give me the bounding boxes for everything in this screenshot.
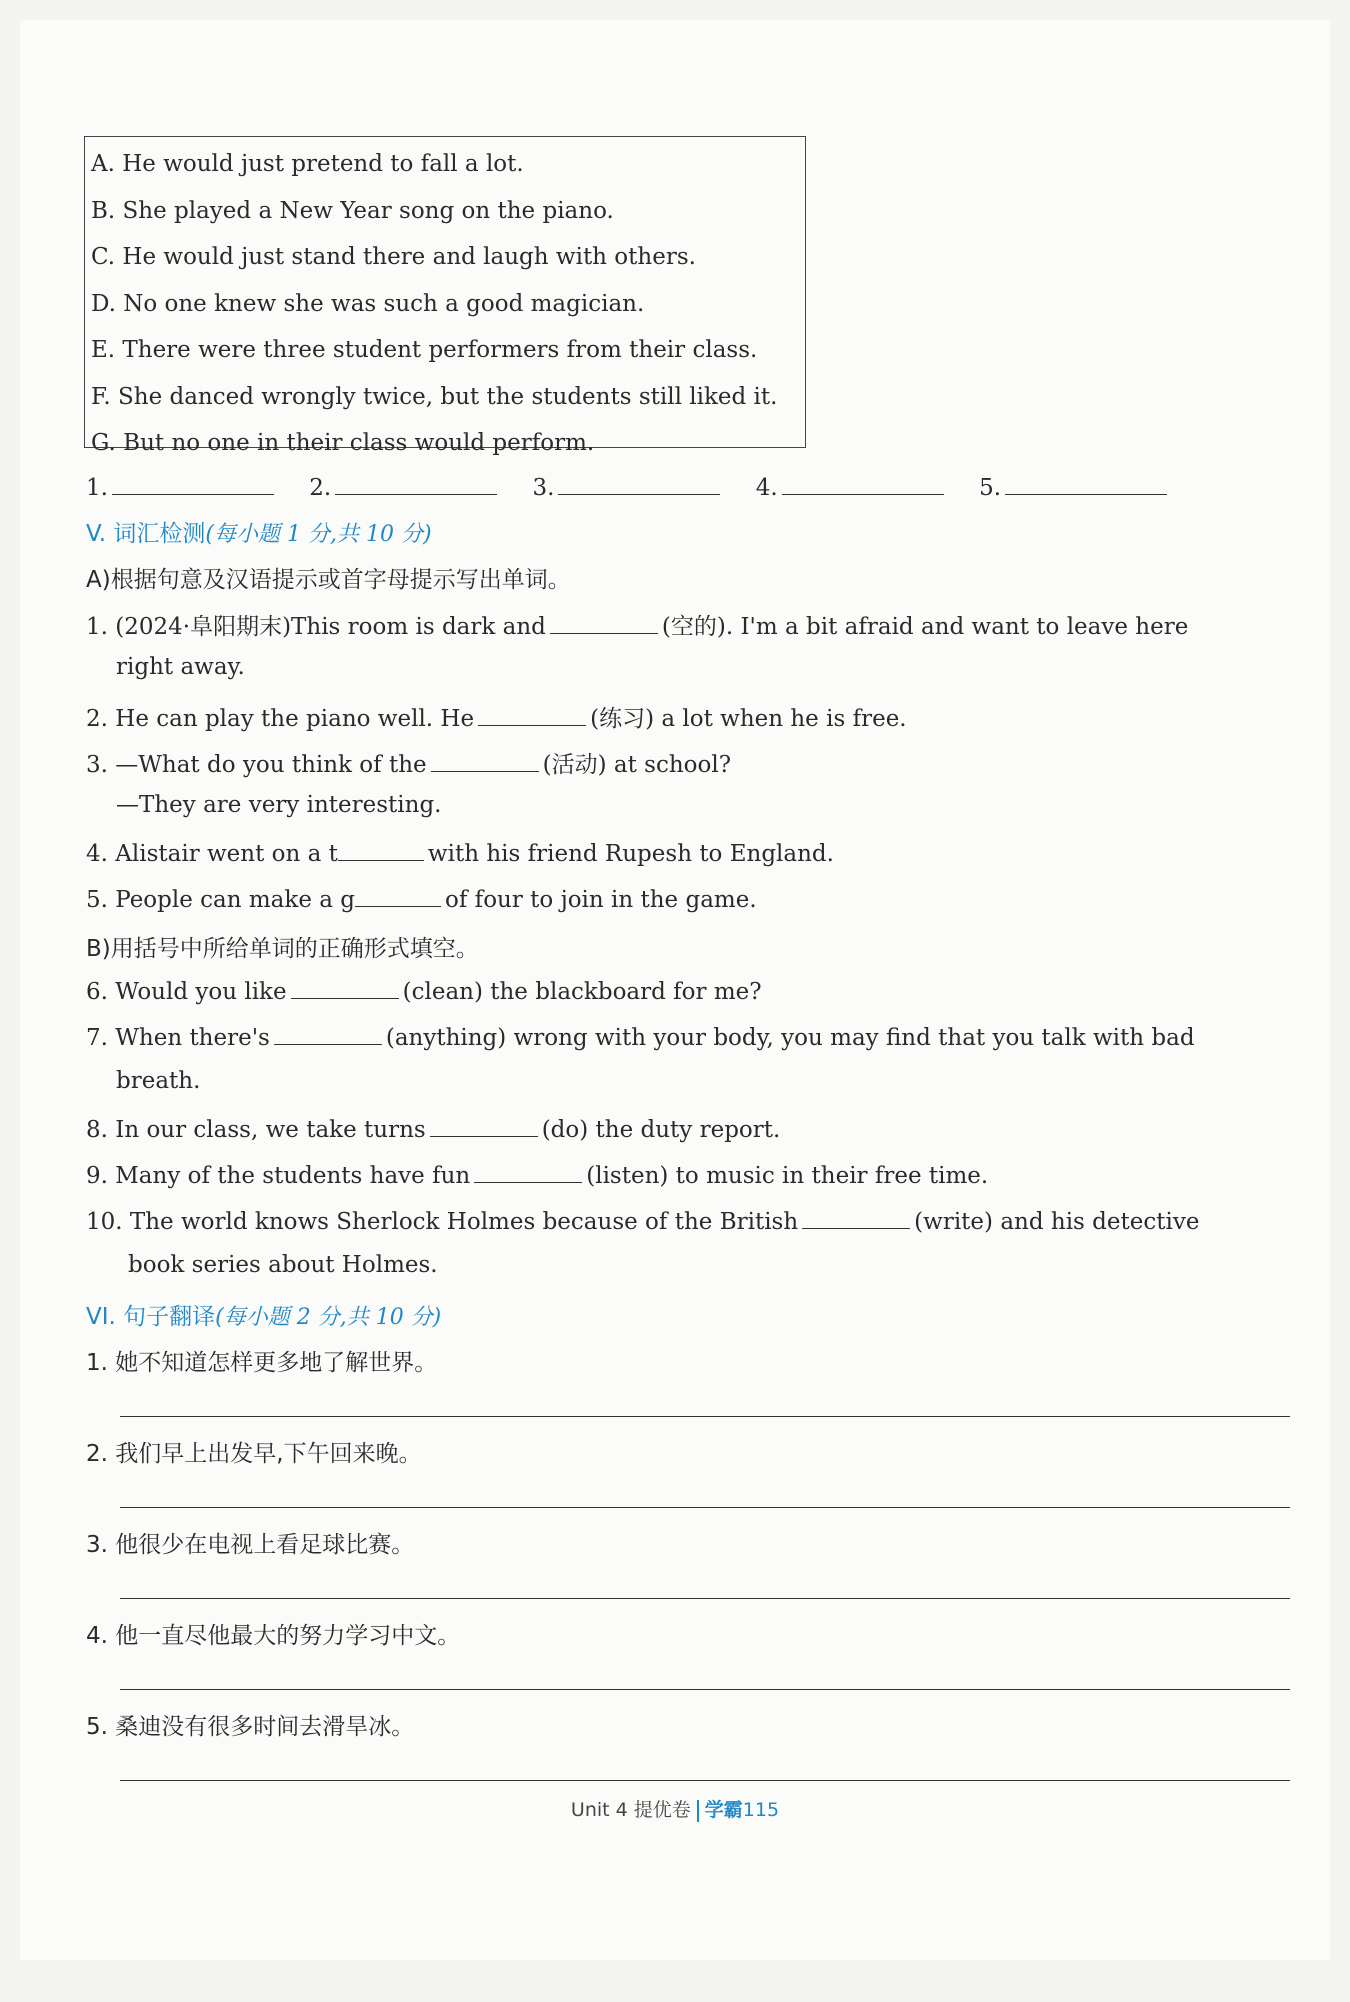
q2-text-a: 2. He can play the piano well. He — [86, 706, 475, 732]
q2-text-b: (练习) a lot when he is free. — [590, 706, 907, 732]
section-6-title: VI. 句子翻译 — [86, 1304, 216, 1330]
q8-text-b: (do) the duty report. — [541, 1117, 781, 1143]
question-2 — [86, 700, 907, 733]
q5-text-a: 5. People can make a g — [86, 887, 356, 913]
question-6 — [86, 976, 762, 1005]
q1-text-a: 1. (2024·阜阳期末)This room is dark and — [86, 614, 546, 640]
q2-blank[interactable] — [478, 703, 586, 726]
options-box — [84, 136, 806, 456]
q4-blank[interactable] — [338, 838, 424, 861]
section-5-title: V. 词汇检测 — [86, 521, 206, 547]
q10-text-a: 10. The world knows Sherlock Holmes because of the British — [86, 1209, 799, 1235]
question-9 — [86, 1160, 988, 1189]
option-g: G. But no one in their class would perform. — [91, 430, 595, 456]
question-3 — [86, 746, 731, 779]
option-b: B. She played a New Year song on the piano. — [91, 197, 614, 224]
q6-text-b: (clean) the blackboard for me? — [402, 979, 762, 1005]
worksheet-page — [20, 20, 1330, 1960]
part-b-instruction: B)用括号中所给单词的正确形式填空。 — [86, 936, 479, 962]
question-7 — [86, 1022, 1195, 1051]
q4-text-b: with his friend Rupesh to England. — [427, 841, 834, 867]
option-d: D. No one knew she was such a good magician. — [91, 290, 645, 317]
answer-row — [86, 472, 1171, 501]
question-10 — [86, 1206, 1199, 1235]
question-4 — [86, 838, 834, 867]
question-8 — [86, 1114, 780, 1143]
answer-blank-3[interactable] — [558, 472, 720, 495]
answer-label-4: 4. — [755, 475, 778, 501]
q5-text-b: of four to join in the game. — [445, 887, 757, 913]
translation-line-2[interactable] — [120, 1507, 1290, 1508]
translation-item-2: 2. 我们早上出发早,下午回来晚。 — [86, 1441, 422, 1467]
translation-item-3: 3. 他很少在电视上看足球比赛。 — [86, 1532, 415, 1558]
q10-text-b: (write) and his detective — [914, 1209, 1200, 1235]
q9-blank[interactable] — [474, 1160, 582, 1183]
answer-label-2: 2. — [309, 475, 332, 501]
q7-blank[interactable] — [274, 1022, 382, 1045]
footer-unit: Unit 4 提优卷 — [570, 1799, 691, 1821]
answer-label-1: 1. — [86, 475, 108, 501]
question-5 — [86, 884, 757, 913]
q7-text-c: breath. — [116, 1068, 201, 1094]
q10-text-c: book series about Holmes. — [128, 1252, 438, 1278]
q1-blank[interactable] — [550, 611, 658, 634]
answer-blank-5[interactable] — [1005, 472, 1167, 495]
translation-line-5[interactable] — [120, 1780, 1290, 1781]
question-1 — [86, 608, 1188, 641]
translation-line-3[interactable] — [120, 1598, 1290, 1599]
q8-text-a: 8. In our class, we take turns — [86, 1117, 426, 1143]
answer-blank-1[interactable] — [112, 472, 274, 495]
q10-blank[interactable] — [802, 1206, 910, 1229]
section-5-heading — [86, 515, 432, 548]
footer-separator — [697, 1800, 699, 1822]
translation-line-1[interactable] — [120, 1416, 1290, 1417]
q3-blank[interactable] — [431, 749, 539, 772]
translation-item-1: 1. 她不知道怎样更多地了解世界。 — [86, 1350, 438, 1376]
part-a-instruction: A)根据句意及汉语提示或首字母提示写出单词。 — [86, 567, 571, 593]
q7-text-a: 7. When there's — [86, 1025, 270, 1051]
q9-text-a: 9. Many of the students have fun — [86, 1163, 471, 1189]
translation-item-5: 5. 桑迪没有很多时间去滑旱冰。 — [86, 1714, 415, 1740]
footer-page-number: 115 — [742, 1799, 780, 1821]
section-5-note: (每小题 1 分,共 10 分) — [205, 522, 432, 547]
answer-label-3: 3. — [532, 475, 555, 501]
q8-blank[interactable] — [430, 1114, 538, 1137]
translation-line-4[interactable] — [120, 1689, 1290, 1690]
section-6-heading — [86, 1298, 441, 1331]
answer-blank-4[interactable] — [782, 472, 944, 495]
section-6-note: (每小题 2 分,共 10 分) — [215, 1305, 442, 1330]
q3-text-a: 3. —What do you think of the — [86, 752, 427, 778]
option-e: E. There were three student performers from their class. — [91, 337, 758, 363]
q4-text-a: 4. Alistair went on a t — [86, 841, 338, 867]
q7-text-b: (anything) wrong with your body, you may find that you talk with bad — [385, 1025, 1195, 1051]
answer-blank-2[interactable] — [335, 472, 497, 495]
q6-blank[interactable] — [291, 976, 399, 999]
option-c: C. He would just stand there and laugh with others. — [91, 244, 696, 270]
footer-brand: 学霸 — [704, 1799, 743, 1821]
q5-blank[interactable] — [355, 884, 441, 907]
q1-text-c: right away. — [116, 654, 245, 680]
q3-text-c: —They are very interesting. — [116, 792, 442, 818]
page-footer — [20, 1795, 1330, 1822]
option-f: F. She danced wrongly twice, but the students still liked it. — [91, 383, 778, 410]
option-a: A. He would just pretend to fall a lot. — [91, 151, 524, 177]
q6-text-a: 6. Would you like — [86, 979, 287, 1005]
q9-text-b: (listen) to music in their free time. — [586, 1163, 989, 1189]
translation-item-4: 4. 他一直尽他最大的努力学习中文。 — [86, 1623, 461, 1649]
answer-label-5: 5. — [979, 475, 1002, 501]
q3-text-b: (活动) at school? — [542, 752, 732, 778]
q1-text-b: (空的). I'm a bit afraid and want to leave here — [661, 614, 1189, 640]
